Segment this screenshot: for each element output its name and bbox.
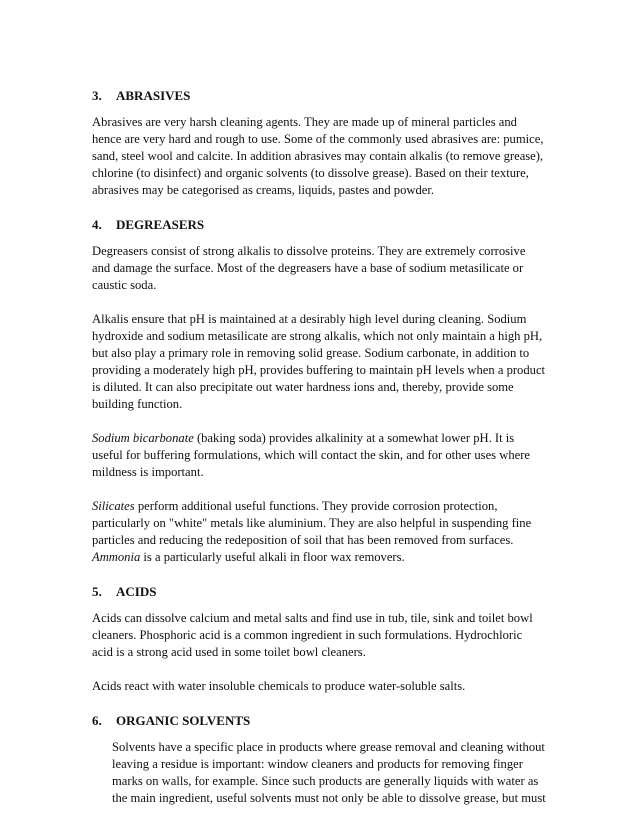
text-line: Abrasives are very harsh cleaning agents. They are made up of mineral particles and [92, 115, 517, 129]
text-line: Solvents have a specific place in products where grease removal and cleaning without [112, 740, 545, 754]
italic-term: Silicates [92, 499, 135, 513]
section-number: 5. [92, 584, 102, 599]
section-heading-abrasives [92, 87, 552, 104]
text-line: abrasives may be categorised as creams, liquids, pastes and powder. [92, 183, 435, 197]
text-line: acid is a strong acid used in some toilet bowl cleaners. [92, 645, 366, 659]
paragraph [92, 739, 552, 807]
text-line: particularly on "white" metals like aluminium. They are also helpful in suspending fine [92, 516, 532, 530]
section-number: 3. [92, 88, 102, 103]
section-number: 6. [92, 713, 102, 728]
text-line: Acids can dissolve calcium and metal salts and find use in tub, tile, sink and toilet bowl [92, 611, 533, 625]
paragraph [92, 114, 552, 199]
text-line: hydroxide and sodium metasilicate are strong alkalis, which not only maintain a high pH, [92, 329, 543, 343]
italic-term: Sodium bicarbonate [92, 431, 194, 445]
section-title: DEGREASERS [116, 217, 205, 232]
section-title: ORGANIC SOLVENTS [116, 713, 251, 728]
text-line: marks on walls, for example. Since such products are generally liquids with water as [112, 774, 539, 788]
text-fragment: is a particularly useful alkali in floor wax removers. [140, 550, 405, 564]
section-number: 4. [92, 217, 102, 232]
text-line: Alkalis ensure that pH is maintained at a desirably high level during cleaning. Sodium [92, 312, 527, 326]
text-line: and damage the surface. Most of the degreasers have a base of sodium metasilicate or [92, 261, 524, 275]
document-body [92, 87, 552, 824]
text-line: cleaners. Phosphoric acid is a common ingredient in such formulations. Hydrochloric [92, 628, 523, 642]
text-line [92, 549, 552, 566]
text-line: leaving a residue is important: window cleaners and products for removing finger [112, 757, 523, 771]
text-line: sand, steel wool and calcite. In addition abrasives may contain alkalis (to remove grease), [92, 149, 544, 163]
section-heading-acids [92, 583, 552, 600]
text-line: providing a moderately high pH, provides buffering to maintain pH levels when a product [92, 363, 546, 377]
text-line: is diluted. It can also precipitate out water hardness ions and, thereby, provide some [92, 380, 514, 394]
text-fragment: (baking soda) provides alkalinity at a somewhat lower pH. It is [193, 431, 515, 445]
section-title: ABRASIVES [116, 88, 191, 103]
text-line: building function. [92, 397, 183, 411]
paragraph [92, 311, 552, 413]
text-line: useful for buffering formulations, which will contact the skin, and for other uses where [92, 448, 530, 462]
text-line: mildness is important. [92, 465, 204, 479]
paragraph [92, 610, 552, 661]
text-line: Acids react with water insoluble chemicals to produce water-soluble salts. [92, 679, 466, 693]
text-line: the main ingredient, useful solvents must not only be able to dissolve grease, but must [112, 791, 546, 805]
section-title: ACIDS [116, 584, 157, 599]
text-line [92, 430, 552, 447]
section-heading-degreasers [92, 216, 552, 233]
paragraph-sodium-bicarbonate [92, 430, 552, 481]
text-line: Degreasers consist of strong alkalis to dissolve proteins. They are extremely corrosive [92, 244, 526, 258]
text-line [92, 498, 552, 515]
section-heading-organic-solvents [92, 712, 552, 729]
text-line: hence are very hard and rough to use. Some of the commonly used abrasives are: pumice, [92, 132, 544, 146]
text-line: particles and reducing the redeposition of soil that has been removed from surfaces. [92, 533, 514, 547]
paragraph-silicates [92, 498, 552, 566]
paragraph [92, 243, 552, 294]
text-line: but also play a primary role in removing solid grease. Sodium carbonate, in addition to [92, 346, 530, 360]
text-line: chlorine (to disinfect) and organic solvents (to dissolve grease). Based on their texture, [92, 166, 529, 180]
paragraph [92, 678, 552, 695]
text-fragment: perform additional useful functions. They provide corrosion protection, [134, 499, 498, 513]
italic-term: Ammonia [92, 550, 141, 564]
text-line: caustic soda. [92, 278, 157, 292]
